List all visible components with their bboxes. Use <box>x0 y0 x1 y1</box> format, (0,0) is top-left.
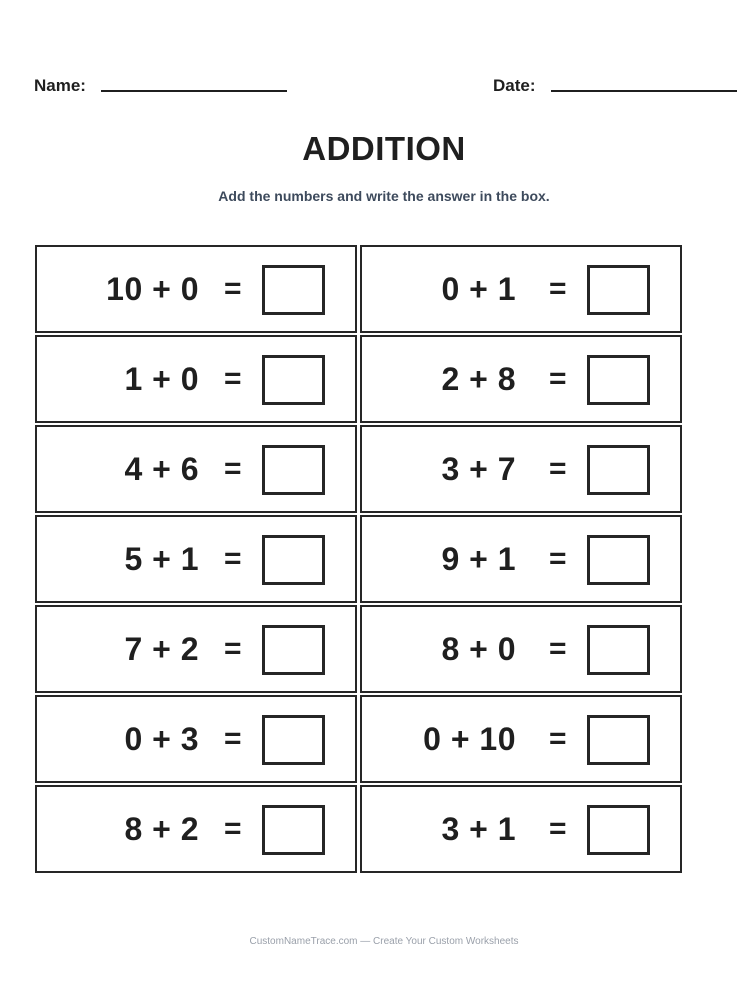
problem-cell <box>35 245 357 333</box>
equals-sign: = <box>549 272 567 305</box>
equals-sign: = <box>549 452 567 485</box>
problem-expression: 0 + 10 <box>423 720 516 757</box>
problem-expression: 7 + 2 <box>124 630 199 667</box>
problem-cell <box>360 335 682 423</box>
problem-expression: 2 + 8 <box>441 360 516 397</box>
equals-sign: = <box>224 722 242 755</box>
problem-expression: 3 + 1 <box>441 810 516 847</box>
problem-expression: 8 + 0 <box>441 630 516 667</box>
problem-expression: 0 + 1 <box>441 270 516 307</box>
equals-sign: = <box>224 542 242 575</box>
problem-cell <box>35 605 357 693</box>
equals-sign: = <box>224 272 242 305</box>
problem-cell <box>360 605 682 693</box>
date-label: Date: <box>493 76 536 95</box>
problem-expression: 9 + 1 <box>441 540 516 577</box>
problem-cell <box>360 515 682 603</box>
answer-box[interactable] <box>262 715 325 765</box>
problem-expression: 4 + 6 <box>124 450 199 487</box>
answer-box[interactable] <box>262 265 325 315</box>
problem-expression: 3 + 7 <box>441 450 516 487</box>
equals-sign: = <box>224 632 242 665</box>
problem-cell <box>360 695 682 783</box>
answer-box[interactable] <box>262 445 325 495</box>
equals-sign: = <box>549 722 567 755</box>
instructions: Add the numbers and write the answer in the box. <box>218 188 550 204</box>
name-field[interactable] <box>101 90 287 92</box>
answer-box[interactable] <box>587 535 650 585</box>
answer-box[interactable] <box>587 265 650 315</box>
answer-box[interactable] <box>587 805 650 855</box>
problem-cell <box>360 785 682 873</box>
equals-sign: = <box>549 632 567 665</box>
equals-sign: = <box>549 812 567 845</box>
answer-box[interactable] <box>587 625 650 675</box>
equals-sign: = <box>549 542 567 575</box>
answer-box[interactable] <box>262 355 325 405</box>
problem-cell <box>360 425 682 513</box>
answer-box[interactable] <box>587 715 650 765</box>
problem-expression: 0 + 3 <box>124 720 199 757</box>
problem-cell <box>360 245 682 333</box>
answer-box[interactable] <box>262 805 325 855</box>
problem-expression: 10 + 0 <box>106 270 199 307</box>
problem-expression: 8 + 2 <box>124 810 199 847</box>
answer-box[interactable] <box>262 625 325 675</box>
problem-cell <box>35 425 357 513</box>
problem-grid <box>35 245 682 873</box>
equals-sign: = <box>224 812 242 845</box>
problem-expression: 1 + 0 <box>124 360 199 397</box>
name-label: Name: <box>34 76 86 95</box>
problem-cell <box>35 515 357 603</box>
page-title: ADDITION <box>302 130 466 167</box>
equals-sign: = <box>549 362 567 395</box>
problem-expression: 5 + 1 <box>124 540 199 577</box>
answer-box[interactable] <box>587 355 650 405</box>
problem-cell <box>35 695 357 783</box>
equals-sign: = <box>224 362 242 395</box>
date-field[interactable] <box>551 90 737 92</box>
problem-cell <box>35 335 357 423</box>
footer-credit: CustomNameTrace.com — Create Your Custom Worksheets <box>249 936 519 947</box>
answer-box[interactable] <box>262 535 325 585</box>
answer-box[interactable] <box>587 445 650 495</box>
problem-cell <box>35 785 357 873</box>
equals-sign: = <box>224 452 242 485</box>
